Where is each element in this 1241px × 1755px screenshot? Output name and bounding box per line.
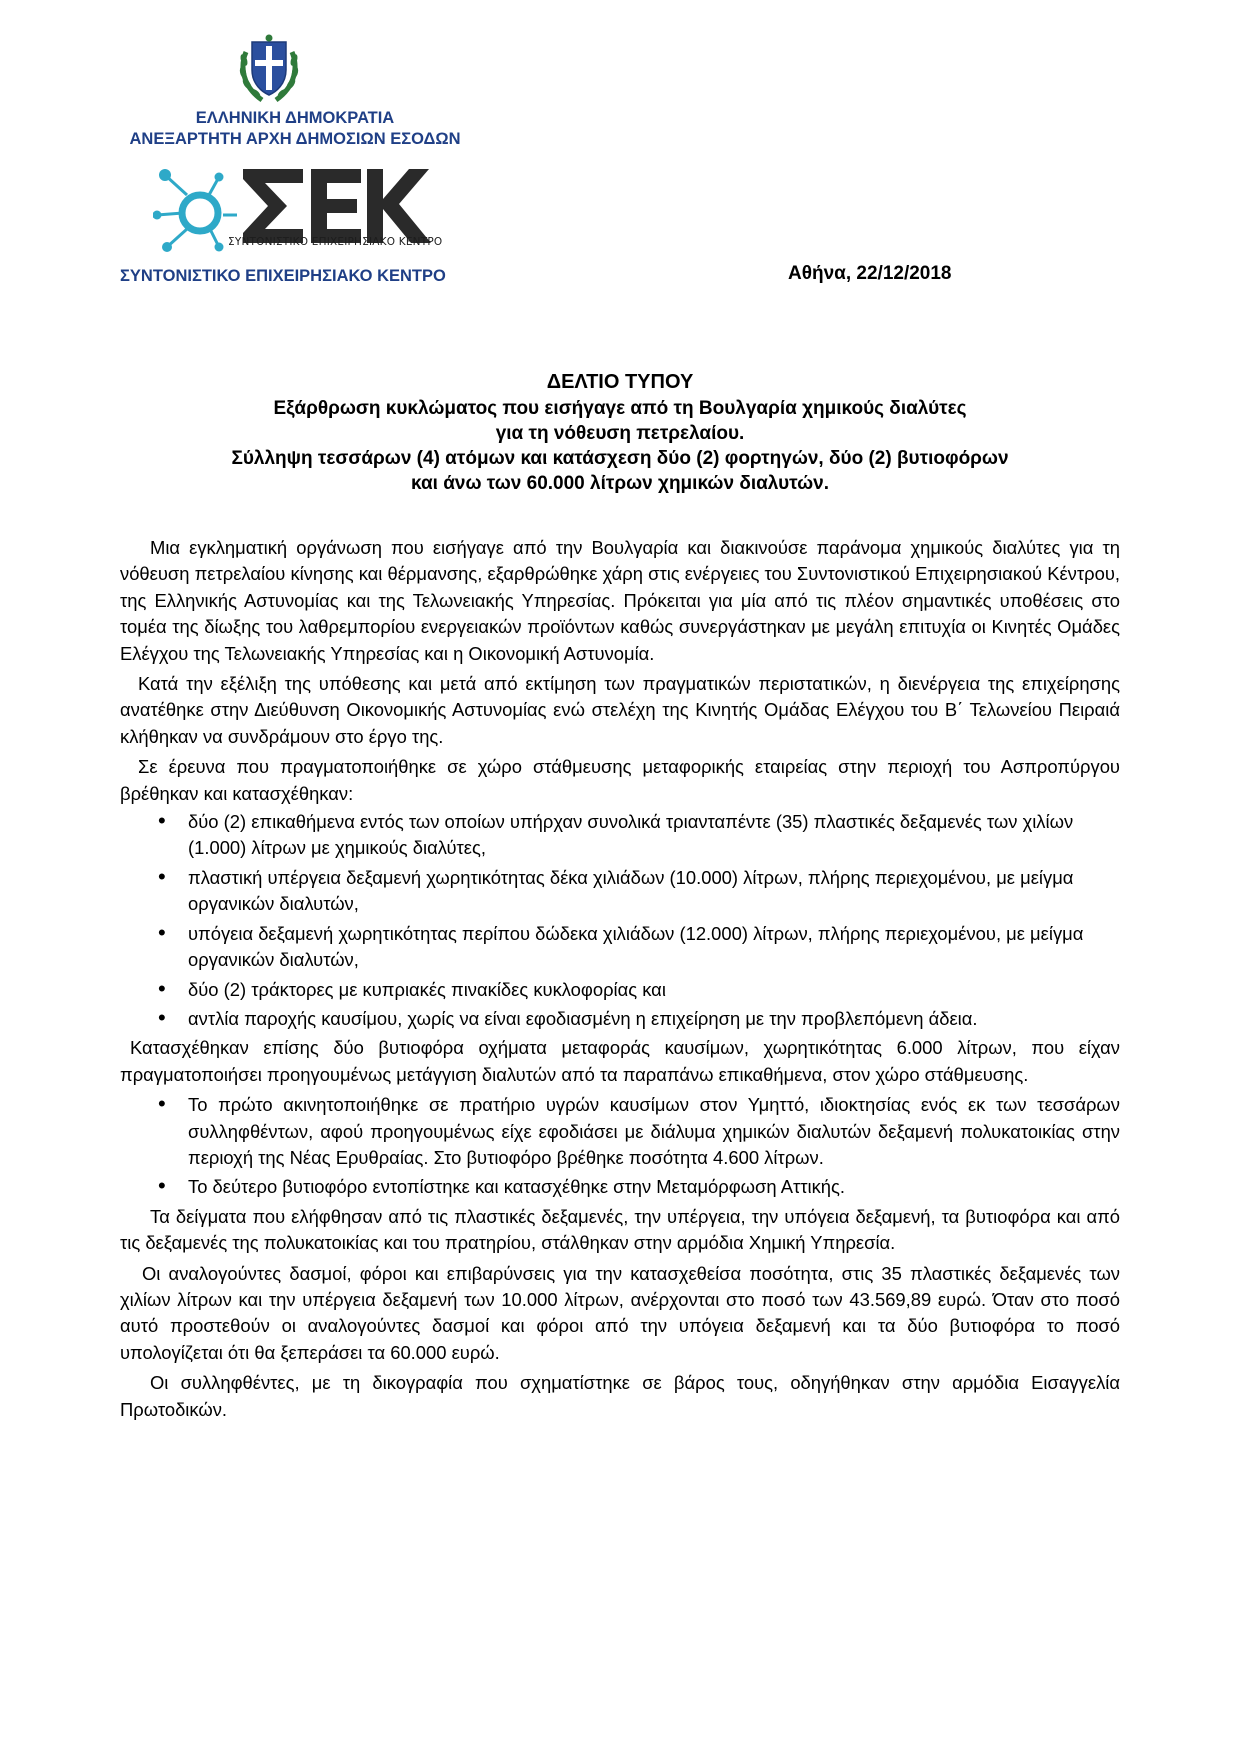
center-name: ΣΥΝΤΟΝΙΣΤΙΚΟ ΕΠΙΧΕΙΡΗΣΙΑΚΟ ΚΕΝΤΡΟ	[120, 267, 446, 285]
list-item: • Το πρώτο ακινητοποιήθηκε σε πρατήριο υγρών καυσίμων στον Υμηττό, ιδιοκτησίας ενός εκ των τεσσάρων συλληφθέντων, αφού προηγουμένως είχε εφοδιάσει με διάλυμα χημικών διαλυτών δεξαμενή πολυκατοικίας στην περιοχή της Νέας Ερυθραίας. Στο βυτιοφόρο βρέθηκε ποσότητα 4.600 λίτρων.	[158, 1091, 1120, 1168]
press-release-title	[120, 370, 1120, 496]
bullet-icon: •	[158, 919, 166, 945]
paragraph-7: Οι συλληφθέντες, με τη δικογραφία που σχηματίστηκε σε βάρος τους, οδηγήθηκαν στην αρμόδια Εισαγγελία Πρωτοδικών.	[120, 1372, 1120, 1420]
bullet-icon: •	[158, 808, 166, 834]
paragraph-1: Μια εγκληματική οργάνωση που εισήγαγε από την Βουλγαρία και διακινούσε παράνομα χημικούς διαλύτες για τη νόθευση πετρελαίου κίνησης και θέρμανσης, εξαρθρώθηκε χάρη στις ενέργειες του Συντονιστικού Επιχειρησιακού Κέντρου, της Ελληνικής Αστυνομίας και της Τελωνειακής Υπηρεσίας. Πρόκειται για μία από τις πλέον σημαντικές υποθέσεις στο τομέα της δίωξης του λαθρεμπορίου ενεργειακών προϊόντων καθώς συνεργάστηκαν με μεγάλη επιτυχία οι Κινητές Ομάδες Ελέγχου της Τελωνειακής Υπηρεσίας και η Οικονομική Αστυνομία.	[120, 537, 1120, 664]
bullet-icon: •	[158, 1004, 166, 1030]
title-main: ΔΕΛΤΙΟ ΤΥΠΟΥ	[546, 371, 694, 393]
list-item: • υπόγεια δεξαμενή χωρητικότητας περίπου δώδεκα χιλιάδων (12.000) λίτρων, πλήρης περιεχομένου, με μείγμα οργανικών διαλυτών,	[158, 919, 1084, 971]
org-line-2: ΑΝΕΞΑΡΤΗΤΗ ΑΡΧΗ ΔΗΜΟΣΙΩΝ ΕΣΟΔΩΝ	[129, 130, 461, 148]
list-item: • Το δεύτερο βυτιοφόρο εντοπίστηκε και κατασχέθηκε στην Μεταμόρφωση Αττικής.	[158, 1173, 845, 1199]
greek-coat-of-arms-emblem-icon	[238, 30, 300, 104]
paragraph-4: Κατασχέθηκαν επίσης δύο βυτιοφόρα οχήματα μεταφοράς καυσίμων, χωρητικότητας 6.000 λίτρων, που είχαν πραγματοποιήσει προηγουμένως μετάγγιση διαλυτών από τα παραπάνω επικαθήμενα, στον χώρο στάθμευσης.	[120, 1037, 1120, 1085]
title-line-3: Σύλληψη τεσσάρων (4) ατόμων και κατάσχεση δύο (2) φορτηγών, δύο (2) βυτιοφόρων	[231, 448, 1009, 469]
paragraph-5: Τα δείγματα που ελήφθησαν από τις πλαστικές δεξαμενές, την υπέργεια, την υπόγεια δεξαμενή, τα βυτιοφόρα και από τις δεξαμενές της πολυκατοικίας και του πρατηρίου, στάλθηκαν στην αρμόδια Χημική Υπηρεσία.	[120, 1205, 1120, 1254]
sek-logo-subtitle: ΣΥΝΤΟΝΙΣΤΙΚΟ ΕΠΙΧΕΙΡΗΣΙΑΚΟ ΚΕΝΤΡΟ	[228, 236, 443, 248]
list-item: • δύο (2) επικαθήμενα εντός των οποίων υπήρχαν συνολικά τριανταπέντε (35) πλαστικές δεξαμενές των χιλίων (1.000) λίτρων με χημικούς διαλύτες,	[158, 808, 1074, 859]
tankers-list	[120, 1092, 1120, 1201]
document-body	[120, 535, 1120, 1427]
bullet-icon: •	[158, 1091, 166, 1117]
title-line-1: Εξάρθρωση κυκλώματος που εισήγαγε από τη Βουλγαρία χημικούς διαλύτες	[273, 398, 967, 419]
document-date: Αθήνα, 22/12/2018	[788, 263, 952, 284]
organization-header	[110, 108, 480, 150]
bullet-icon: •	[158, 1173, 166, 1199]
sek-logo-letters	[243, 169, 431, 243]
list-item: • δύο (2) τράκτορες με κυπριακές πινακίδες κυκλοφορίας και	[158, 975, 666, 1001]
list-item: • αντλία παροχής καυσίμου, χωρίς να είναι εφοδιασμένη η επιχείρηση με την προβλεπόμενη άδεια.	[158, 1004, 978, 1030]
list-item: • πλαστική υπέργεια δεξαμενή χωρητικότητας δέκα χιλιάδων (10.000) λίτρων, πλήρης περιεχομένου, με μείγμα οργανικών διαλυτών,	[158, 863, 1074, 915]
org-line-1: ΕΛΛΗΝΙΚΗ ΔΗΜΟΚΡΑΤΙΑ	[195, 109, 395, 127]
paragraph-6: Οι αναλογούντες δασμοί, φόροι και επιβαρύνσεις για την κατασχεθείσα ποσότητα, στις 35 πλαστικές δεξαμενές των χιλίων λίτρων και την υπέργεια δεξαμενή των 10.000 λίτρων, ανέρχονται στο ποσό των 43.569,89 ευρώ. Όταν στο ποσό αυτό προστεθούν οι αναλογούντες δασμοί και φόροι από την υπόγεια δεξαμενή και τα δύο βυτιοφόρα το ποσό υπολογίζεται ότι θα ξεπεράσει τα 60.000 ευρώ.	[120, 1262, 1120, 1363]
paragraph-3: Σε έρευνα που πραγματοποιήθηκε σε χώρο στάθμευσης μεταφορικής εταιρείας στην περιοχή του Ασπροπύργου βρέθηκαν και κατασχέθηκαν:	[120, 756, 1120, 804]
seized-items-list	[120, 809, 1120, 1032]
paragraph-2: Κατά την εξέλιξη της υπόθεσης και μετά από εκτίμηση των πραγματικών περιστατικών, η διενέργεια της επιχείρησης ανατέθηκε στην Διεύθυνση Οικονομικής Αστυνομίας ενώ στελέχη της Κινητής Ομάδας Ελέγχου του Β΄ Τελωνείου Πειραιά κλήθηκαν να συνδράμουν στο έργο της.	[120, 673, 1120, 747]
bullet-icon: •	[158, 863, 166, 889]
sek-logo-network-icon	[153, 169, 237, 252]
title-line-2: για τη νόθευση πετρελαίου.	[495, 423, 745, 444]
title-line-4: και άνω των 60.000 λίτρων χημικών διαλυτών.	[411, 473, 829, 494]
bullet-icon: •	[158, 975, 166, 1001]
